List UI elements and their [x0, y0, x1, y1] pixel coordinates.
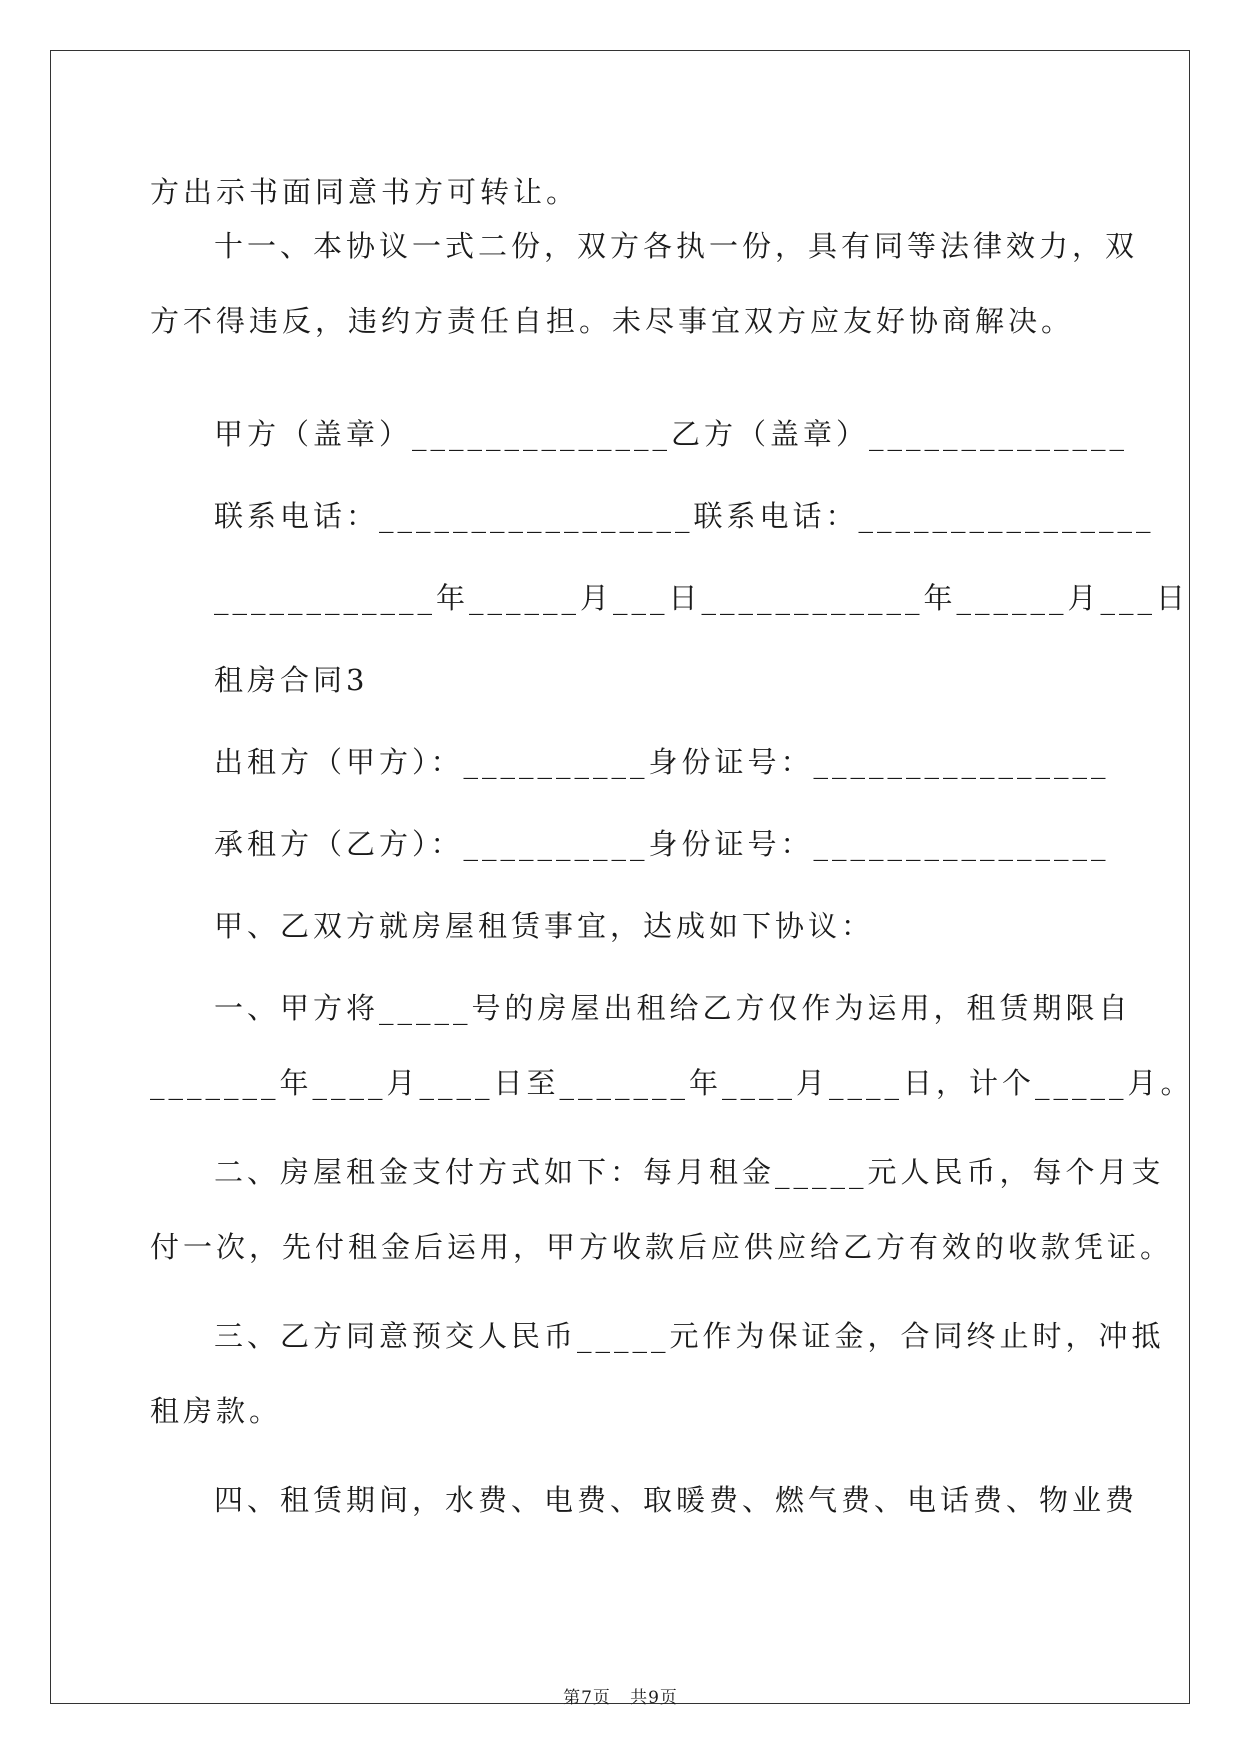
lessee-line: 承租方（乙方）：__________身份证号：________________ [214, 827, 1110, 861]
text-line-1: 方出示书面同意书方可转让。 [150, 175, 580, 209]
clause-1-line-1: 一、甲方将_____号的房屋出租给乙方仅作为运用，租赁期限自 [214, 991, 1132, 1025]
lessor-line: 出租方（甲方）：__________身份证号：________________ [214, 745, 1110, 779]
clause-1-line-2: _______年____月____日至_______年____月____日，计个_____月。 [150, 1066, 1194, 1100]
clause-4-line-1: 四、租赁期间，水费、电费、取暖费、燃气费、电话费、物业费 [214, 1483, 1139, 1517]
clause-2-line-1: 二、房屋租金支付方式如下：每月租金_____元人民币，每个月支 [214, 1155, 1165, 1189]
clause-3-line-1: 三、乙方同意预交人民币_____元作为保证金，合同终止时，冲抵 [214, 1319, 1165, 1353]
date-line: ____________年______月___日____________年______月___日 [214, 581, 1190, 615]
clause-3-line-2: 租房款。 [150, 1394, 283, 1428]
page-footer: 第7页 共9页 [563, 1688, 678, 1708]
section-title: 租房合同3 [214, 663, 369, 697]
agreement-intro: 甲、乙双方就房屋租赁事宜，达成如下协议： [214, 909, 875, 943]
text-line-3: 方不得违反，违约方责任自担。未尽事宜双方应友好协商解决。 [150, 304, 1075, 338]
phone-line: 联系电话：_________________联系电话：________________ [214, 499, 1155, 533]
seal-line: 甲方（盖章）______________乙方（盖章）______________ [214, 417, 1129, 451]
page-border [50, 50, 1190, 1704]
text-line-2: 十一、本协议一式二份，双方各执一份，具有同等法律效力，双 [214, 229, 1139, 263]
clause-2-line-2: 付一次，先付租金后运用，甲方收款后应供应给乙方有效的收款凭证。 [150, 1230, 1174, 1264]
